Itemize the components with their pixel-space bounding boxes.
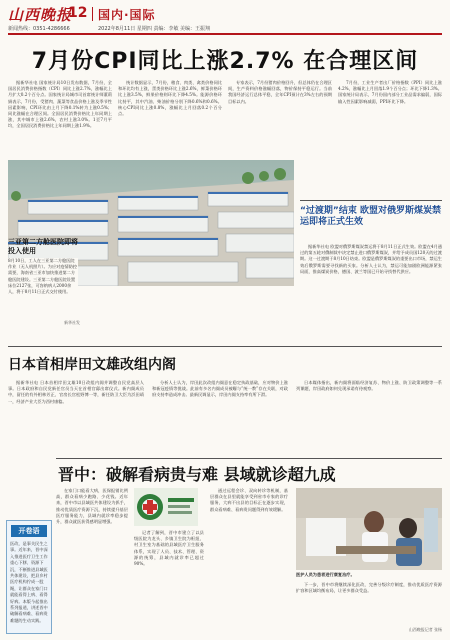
jinzhong-column-1: 在家门口能看大病，医保报销比例高，群众看病少跑路、少花钱。近年来，晋中市以县域医共体建设为抓手，推动优质医疗资源下沉，持续提升基层医疗服务能力，县域内就诊率稳步提升，群众就医获得感明显增强。 <box>56 488 128 525</box>
newspaper-logo: 山西晚报 <box>8 6 73 24</box>
page-number: 12 <box>68 5 88 21</box>
jinzhong-headline: 晋中：破解看病贵与难 县域就诊超九成 <box>58 465 336 484</box>
cpi-headline: 7月份CPI同比上涨2.7% 在合理区间 <box>31 49 419 74</box>
commentary-tag: 开卷语 <box>11 525 47 537</box>
masthead-rule <box>8 33 442 35</box>
rehab-photo-caption: 医护人员为患者进行康复治疗。 <box>296 572 355 577</box>
cpi-column-4: 7月份，工业生产者出厂价格指数（PPI）同比上涨4.2%，涨幅比上月回落1.9个百分点；环比下降1.3%。国家统计局表示，7月份国内部分工业品需求偏弱，国际输入性因素影响减弱，PPI环比下降。 <box>338 80 442 104</box>
coal-body: 据新华社电 欧盟对俄罗斯煤炭禁运将于8月11日正式生效。欧盟在4月通过的第五轮对俄制裁中决定禁止进口俄罗斯煤炭，并给予成员国120天的过渡期。这一过渡期于8月10日结束。欧盟是俄罗斯煤炭的重要出口市场，禁运生效后俄罗斯需要寻找新的买家。分析人士认为，禁运可能加剧欧洲能源紧张局面，推高煤炭价格，德国、波兰等国已开始寻找替代供应。 <box>300 244 442 274</box>
commentary-body: 医改，是事关民生之事。近年来，晋中深入推进医疗卫生工作重心下移、资源下沉，不断推进县域医共体建设，把县乡村医疗机构拧成一股绳，让群众在家门口就能看得上病、看得好病。本版今起推出系列报道，讲述晋中破解看病难、看病贵难题的生动实践。 <box>10 541 48 623</box>
japan-headline: 日本首相岸田文雄改组内阁 <box>8 357 176 373</box>
hospital-caption: 8月10日，工人在三亚第二方舱医院作业（无人机照片）。为应对疫情防控需要，海南省三亚市加快推进第二方舱医院建设。三亚第二方舱医院设置床位2127张，可容纳病人2000余人，将于8月11日正式交付使用。 <box>8 258 78 318</box>
masthead <box>8 4 442 36</box>
hospital-photo-credit: 新华社发 <box>64 320 80 325</box>
dateline: 2022年8月11日 星期四 责编：李敏 美编：王振翔 <box>98 26 211 32</box>
jinzhong-byline: 山西晚报记者 张杨 <box>408 627 442 632</box>
cpi-column-1: 据新华社电 国家统计局10日发布数据，7月份，全国居民消费价格指数（CPI）同比上涨2.7%，涨幅比上月扩大0.2个百分点。国家统计局城市司首席统计师董莉娟表示，7月份，受猪肉、蔬菜等食品价格上涨及季节性因素影响，CPI环比由上月下降0.1%转为上涨0.5%；同比涨幅在合理区间。全国居民消费价格比上年同期上涨，其中城市上涨2.6%，农村上涨3.0%。1至7月平均，全国居民消费价格比上年同期上涨1.9%。 <box>8 80 112 129</box>
japan-column-3: 日本媒体指出，新内阁将面临经济复苏、物价上涨、防卫政策调整等一系列课题，岸田政府如何兑现承诺有待观察。 <box>296 380 442 392</box>
cpi-column-2: 统计数据显示，7月份，粮食、肉类、禽类价格同比和环比均有上涨，蛋类价格环比上涨2.6%，鲜菜价格环比上涨3.5%，鲜果价格则环比下降4.5%。能源价格环比持平，其中汽油、柴油价格分别下降0.6%和0.6%。核心CPI同比上涨0.8%，涨幅比上月回落0.2个百分点。 <box>118 80 222 117</box>
jinzhong-column-2: 记者了解到，晋中市建立了以县级医院为龙头、乡镇卫生院为枢纽、村卫生室为基础的县域医疗卫生服务体系，实现了人员、技术、管理、资源的统筹，县域内就诊率已超过90%。 <box>134 530 204 567</box>
cpi-column-3: 专家表示，7月份猪肉价格回升，但总体仍在合理区间，生产资料价格涨幅回落，物价保持平稳运行。当前我国经济运行总体平稳，全年CPI预计在3%左右的预期目标以内。 <box>228 80 332 104</box>
news-hotline: 新闻热线：0351-4286666 <box>8 26 70 32</box>
jinzhong-column-3: 通过远程会诊、双向转诊等机制，基层群众在县里就能享受到省市专家的诊疗服务，大病不出县的目标正在逐步实现，群众看病难、看病贵问题得到有效缓解。 <box>210 488 288 512</box>
japan-top-rule <box>8 346 442 347</box>
masthead-divider <box>92 7 93 21</box>
japan-column-1: 据新华社电 日本首相岸田文雄10日改组内阁并调整自民党高层人事。日本政府和自民党新任官员当天在首相官邸出席仪式。新内阁成员中，留任的有外相林芳正、官房长官松野博一等，新任防卫大臣为浜田靖一，经济产业大臣为西村康稔。 <box>8 380 144 404</box>
coal-headline: “过渡期”结束 欧盟对俄罗斯煤炭禁运即将正式生效 <box>300 206 441 227</box>
rehab-photo <box>296 488 442 570</box>
jinzhong-column-4: 下一步，晋中市将继续深化医改，完善分级诊疗制度，推动优质医疗资源扩容和区域均衡布局，让更多群众受益。 <box>296 582 442 594</box>
japan-column-2: 分析人士认为，岸田此次改组内阁意在稳定执政基础，应对物价上涨和新冠疫情等挑战。此前有多名内阁成员被曝与“统一教”存在关联，对政府支持率造成冲击。最新民调显示，岸田内阁支持率有所下滑。 <box>152 380 288 398</box>
jinzhong-report-logo <box>134 488 198 526</box>
section-title: 国内·国际 <box>98 8 156 22</box>
hospital-caption-title: 三亚第二方舱医院即将投入使用 <box>8 238 78 255</box>
coal-top-rule <box>300 200 442 201</box>
commentary-box <box>6 520 52 634</box>
jinzhong-top-rule <box>56 458 442 459</box>
